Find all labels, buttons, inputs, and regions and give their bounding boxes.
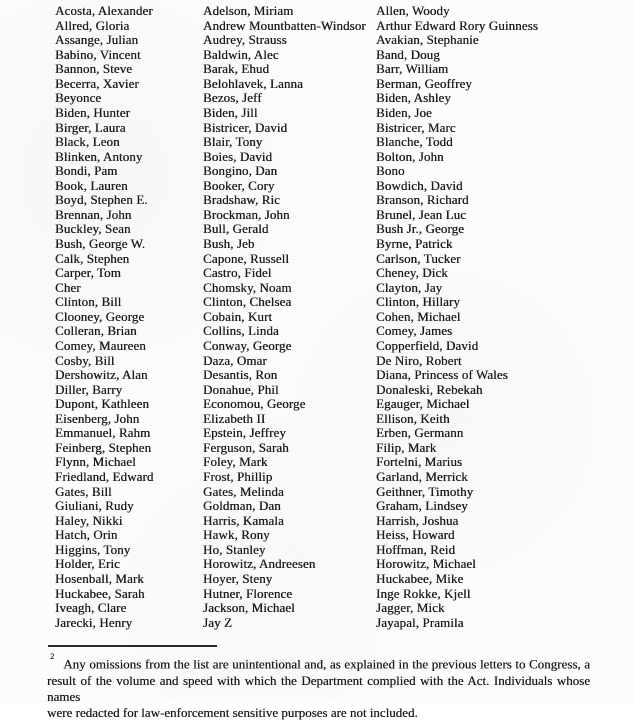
list-item: Bradshaw, Ric bbox=[203, 192, 280, 208]
list-item: Branson, Richard bbox=[376, 192, 469, 208]
list-item: Bolton, John bbox=[376, 148, 444, 164]
list-item: Garland, Merrick bbox=[376, 469, 468, 484]
list-item: Biden, Hunter bbox=[55, 104, 130, 120]
list-item: De Niro, Robert bbox=[376, 352, 462, 368]
list-item: Biden, Joe bbox=[376, 104, 432, 120]
list-item: Band, Doug bbox=[376, 46, 440, 62]
list-item: Berman, Geoffrey bbox=[376, 75, 472, 91]
list-item: Boies, David bbox=[203, 148, 273, 164]
list-item: Horowitz, Andreesen bbox=[203, 556, 316, 572]
list-item: Brunel, Jean Luc bbox=[376, 206, 467, 222]
list-item: Assange, Julian bbox=[55, 32, 139, 48]
list-item: Cheney, Dick bbox=[376, 265, 448, 281]
list-item: Arthur Edward Rory Guinness bbox=[376, 17, 538, 33]
list-item: Conway, George bbox=[203, 337, 292, 353]
list-item: Calk, Stephen bbox=[55, 250, 130, 266]
list-item: Audrey, Strauss bbox=[203, 32, 287, 48]
list-item: Colleran, Brian bbox=[55, 323, 137, 339]
list-item: Giuliani, Rudy bbox=[55, 498, 134, 514]
list-item: Ho, Stanley bbox=[203, 541, 266, 557]
footnote-line-1 bbox=[47, 652, 590, 673]
list-item: Brockman, John bbox=[203, 206, 290, 222]
list-item: Dershowitz, Alan bbox=[55, 367, 148, 383]
list-item: Allen, Woody bbox=[376, 3, 450, 18]
list-item: Blair, Tony bbox=[203, 134, 263, 150]
list-item: Jay Z bbox=[203, 614, 233, 630]
list-item: Ferguson, Sarah bbox=[203, 439, 289, 455]
footnote-text bbox=[47, 652, 590, 721]
list-item: Cobain, Kurt bbox=[203, 308, 273, 324]
list-item: Flynn, Michael bbox=[55, 454, 136, 470]
list-item: Bistricer, Marc bbox=[376, 119, 456, 135]
list-item: Diller, Barry bbox=[55, 381, 123, 397]
list-item: Avakian, Stephanie bbox=[376, 32, 479, 48]
list-item: Belohlavek, Lanna bbox=[203, 75, 303, 91]
list-item: Economou, George bbox=[203, 396, 306, 412]
list-item: Elizabeth II bbox=[203, 410, 266, 426]
list-item: Buckley, Sean bbox=[55, 221, 131, 237]
list-item: Book, Lauren bbox=[55, 177, 128, 193]
list-item: Bongino, Dan bbox=[203, 163, 278, 179]
list-item: Castro, Fidel bbox=[203, 265, 272, 281]
list-item: Bowdich, David bbox=[376, 177, 463, 193]
list-item: Fortelni, Marius bbox=[376, 454, 463, 470]
list-item: Allred, Gloria bbox=[55, 17, 130, 33]
list-item: Graham, Lindsey bbox=[376, 498, 468, 514]
list-item: Carper, Tom bbox=[55, 265, 121, 281]
list-item: Blanche, Todd bbox=[376, 134, 453, 150]
list-item: Horowitz, Michael bbox=[376, 556, 476, 572]
footnote-separator bbox=[48, 645, 217, 647]
list-item: Comey, Maureen bbox=[55, 337, 146, 353]
names-column-3 bbox=[376, 4, 538, 630]
list-item: Donaleski, Rebekah bbox=[376, 381, 483, 397]
list-item: Beyonce bbox=[55, 90, 102, 106]
list-item: Bezos, Jeff bbox=[203, 90, 262, 106]
list-item: Bono bbox=[376, 163, 405, 179]
list-item: Collins, Linda bbox=[203, 323, 279, 339]
list-item: Clayton, Jay bbox=[376, 279, 443, 295]
list-item: Andrew Mountbatten-Windsor bbox=[203, 17, 366, 33]
list-item: Comey, James bbox=[376, 323, 453, 339]
list-item: Filip, Mark bbox=[376, 439, 437, 455]
list-item: Jackson, Michael bbox=[203, 600, 295, 616]
list-item: Huckabee, Sarah bbox=[55, 585, 145, 601]
list-item: Clinton, Bill bbox=[55, 294, 122, 310]
list-item: Cohen, Michael bbox=[376, 308, 461, 324]
list-item: Hosenball, Mark bbox=[55, 570, 144, 586]
list-item: Gates, Melinda bbox=[203, 483, 284, 499]
list-item: Babino, Vincent bbox=[55, 46, 141, 62]
list-item: Friedland, Edward bbox=[55, 469, 154, 484]
list-item: Adelson, Miriam bbox=[203, 3, 294, 18]
list-item: Capone, Russell bbox=[203, 250, 289, 266]
list-item: Bush, Jeb bbox=[203, 236, 255, 251]
list-item: Jagger, Mick bbox=[376, 600, 445, 616]
list-item: Erben, Germann bbox=[376, 425, 464, 441]
list-item: Byrne, Patrick bbox=[376, 236, 453, 251]
list-item: Ellison, Keith bbox=[376, 410, 450, 426]
list-item: Harris, Kamala bbox=[203, 512, 284, 528]
list-item: Geithner, Timothy bbox=[376, 483, 474, 499]
list-item: Clinton, Chelsea bbox=[203, 294, 292, 310]
list-item: Acosta, Alexander bbox=[55, 3, 153, 18]
list-item: Barr, William bbox=[376, 61, 449, 77]
list-item: Black, Leon bbox=[55, 134, 120, 150]
list-item: Bannon, Steve bbox=[55, 61, 133, 77]
list-item: Cher bbox=[55, 279, 81, 295]
list-item: Daza, Omar bbox=[203, 352, 267, 368]
list-item: Foley, Mark bbox=[203, 454, 268, 470]
list-item: Higgins, Tony bbox=[55, 541, 131, 557]
list-item: Brennan, John bbox=[55, 206, 132, 222]
list-item: Clooney, George bbox=[55, 308, 145, 324]
list-item: Iveagh, Clare bbox=[55, 600, 127, 616]
list-item: Epstein, Jeffrey bbox=[203, 425, 286, 441]
list-item: Bush Jr., George bbox=[376, 221, 465, 237]
list-item: Bull, Gerald bbox=[203, 221, 269, 237]
footnote-line-2: result of the volume and speed with which the Department complied with the Act. Individuals whose names bbox=[47, 672, 590, 704]
names-column-2 bbox=[203, 4, 366, 630]
names-column-1 bbox=[55, 4, 153, 630]
footnote-line-3: were redacted for law-enforcement sensitive purposes are not included. bbox=[47, 704, 418, 720]
list-item: Biden, Ashley bbox=[376, 90, 451, 106]
footnote bbox=[47, 645, 590, 721]
list-item: Hutner, Florence bbox=[203, 585, 293, 601]
list-item: Barak, Ehud bbox=[203, 61, 270, 77]
list-item: Cosby, Bill bbox=[55, 352, 115, 368]
list-item: Becerra, Xavier bbox=[55, 75, 139, 91]
list-item: Hatch, Orin bbox=[55, 527, 118, 543]
list-item: Carlson, Tucker bbox=[376, 250, 461, 266]
list-item: Jayapal, Pramila bbox=[376, 614, 464, 630]
list-item: Holder, Eric bbox=[55, 556, 120, 572]
list-item: Bistricer, David bbox=[203, 119, 288, 135]
list-item: Clinton, Hillary bbox=[376, 294, 460, 310]
list-item: Emmanuel, Rahm bbox=[55, 425, 151, 441]
list-item: Hoyer, Steny bbox=[203, 570, 273, 586]
list-item: Feinberg, Stephen bbox=[55, 439, 152, 455]
list-item: Birger, Laura bbox=[55, 119, 126, 135]
list-item: Desantis, Ron bbox=[203, 367, 278, 383]
list-item: Biden, Jill bbox=[203, 104, 258, 120]
list-item: Goldman, Dan bbox=[203, 498, 281, 514]
list-item: Booker, Cory bbox=[203, 177, 275, 193]
list-item: Egauger, Michael bbox=[376, 396, 470, 412]
list-item: Harrish, Joshua bbox=[376, 512, 459, 528]
footnote-line-1-text: Any omissions from the list are unintentional and, as explained in the previous letters to Congress, a bbox=[63, 656, 590, 672]
list-item: Chomsky, Noam bbox=[203, 279, 292, 295]
list-item: Donahue, Phil bbox=[203, 381, 279, 397]
list-item: Bondi, Pam bbox=[55, 163, 118, 179]
list-item: Diana, Princess of Wales bbox=[376, 367, 508, 383]
list-item: Eisenberg, John bbox=[55, 410, 140, 426]
list-item: Copperfield, David bbox=[376, 337, 479, 353]
list-item: Hawk, Rony bbox=[203, 527, 270, 543]
footnote-marker: 2 bbox=[50, 650, 55, 661]
list-item: Blinken, Antony bbox=[55, 148, 143, 164]
list-item: Hoffman, Reid bbox=[376, 541, 456, 557]
list-item: Boyd, Stephen E. bbox=[55, 192, 148, 208]
list-item: Frost, Phillip bbox=[203, 469, 273, 484]
list-item: Bush, George W. bbox=[55, 236, 146, 251]
list-item: Huckabee, Mike bbox=[376, 570, 464, 586]
list-item: Gates, Bill bbox=[55, 483, 112, 499]
list-item: Dupont, Kathleen bbox=[55, 396, 150, 412]
list-item: Jarecki, Henry bbox=[55, 614, 133, 630]
list-item: Baldwin, Alec bbox=[203, 46, 279, 62]
list-item: Heiss, Howard bbox=[376, 527, 455, 543]
list-item: Inge Rokke, Kjell bbox=[376, 585, 471, 601]
list-item: Haley, Nikki bbox=[55, 512, 123, 528]
